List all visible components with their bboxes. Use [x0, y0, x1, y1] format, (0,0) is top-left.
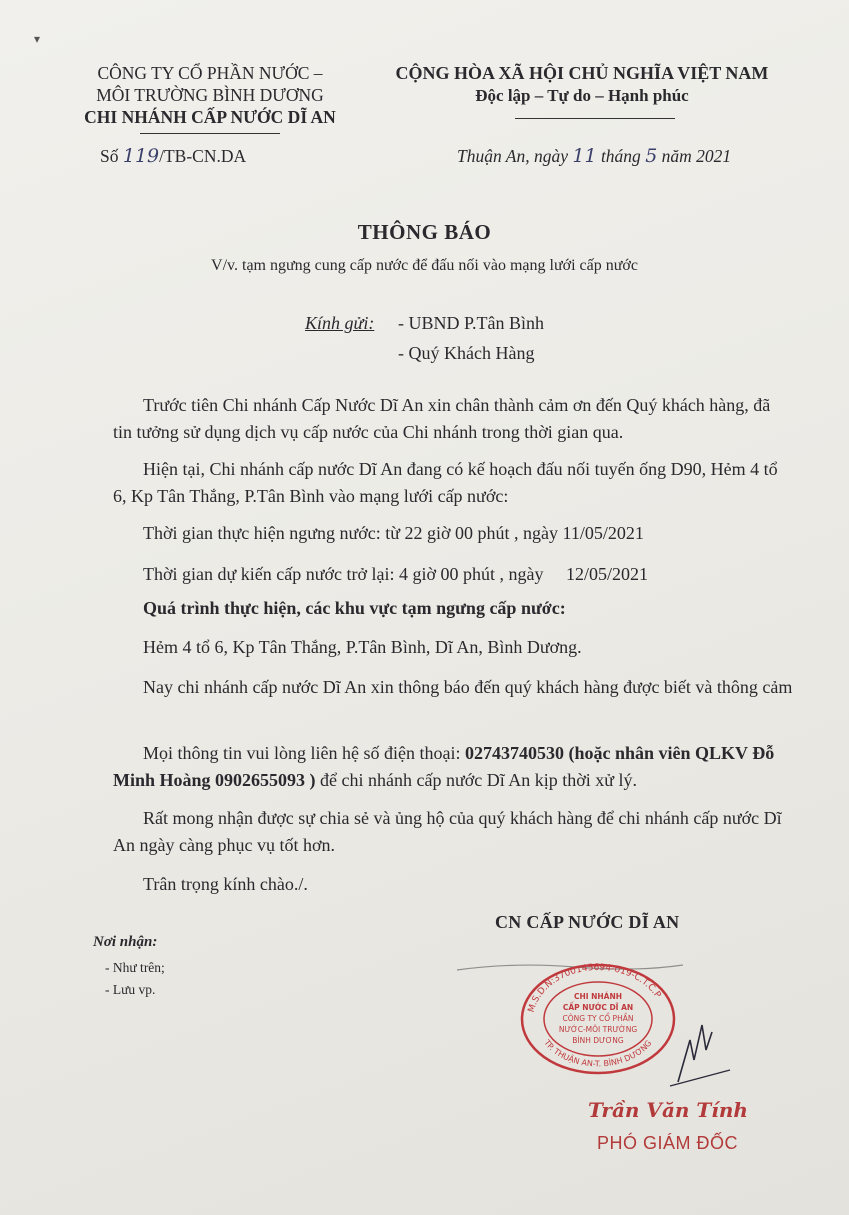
body-paragraph-appreciation: Rất mong nhận được sự chia sẻ và ủng hộ của quý khách hàng để chi nhánh cấp nước Dĩ An ngày càng phục vụ tốt hơn. [113, 808, 782, 855]
body-paragraph-thanks: Trước tiên Chi nhánh Cấp Nước Dĩ An xin chân thành cảm ơn đến Quý khách hàng, đã tin tưởng sử dụng dịch vụ cấp nước của Chi nhánh trong thời gian qua. [113, 395, 771, 442]
issuer-block [60, 62, 360, 128]
date-day: 11 [572, 145, 597, 167]
recipient-item: - UBND P.Tân Bình [398, 313, 545, 333]
area-heading: Quá trình thực hiện, các khu vực tạm ngưng cấp nước: [143, 598, 566, 618]
signer-name: Trần Văn Tính [588, 1098, 748, 1122]
seal-center-line: CHI NHÁNH [573, 992, 623, 1001]
date-month-label: tháng [600, 146, 641, 166]
closing-line: Trân trọng kính chào./. [143, 874, 308, 894]
body-paragraph-contact [113, 740, 793, 794]
seal-ring-bottom: TP. THUẬN AN-T. BÌNH DƯƠNG [542, 1038, 654, 1069]
seal-center-line: CẤP NƯỚC DĨ AN [562, 1003, 634, 1012]
date-year: năm 2021 [661, 146, 732, 166]
contact-intro: Mọi thông tin vui lòng liên hệ số điện thoại: [143, 743, 465, 763]
number-prefix: Số [100, 146, 119, 166]
resume-time: Thời gian dự kiến cấp nước trở lại: 4 giờ 00 phút , ngày 12/05/2021 [143, 564, 649, 584]
document-subject: V/v. tạm ngưng cung cấp nước để đấu nối vào mạng lưới cấp nước [211, 257, 638, 274]
corner-mark: ▾ [34, 32, 41, 46]
body-paragraph-plan: Hiện tại, Chi nhánh cấp nước Dĩ An đang có kế hoạch đấu nối tuyến ống D90, Hẻm 4 tổ 6, Kp Tân Thắng, P.Tân Bình vào mạng lưới cấp nước: [113, 459, 778, 506]
number-handwritten: 119 [122, 145, 160, 167]
contact-outro: để chi nhánh cấp nước Dĩ An kịp thời xử lý. [315, 770, 638, 790]
number-suffix: /TB-CN.DA [159, 146, 247, 166]
national-title: CỘNG HÒA XÃ HỘI CHỦ NGHĨA VIỆT NAM [395, 63, 769, 83]
motto-underline [515, 118, 675, 119]
affected-area: Hẻm 4 tổ 6, Kp Tân Thắng, P.Tân Bình, Dĩ An, Bình Dương. [143, 637, 582, 657]
issue-date [457, 145, 731, 167]
issuer-line-2: MÔI TRƯỜNG BÌNH DƯƠNG [96, 85, 324, 105]
seal-center-line: CÔNG TY CỔ PHẦN [562, 1014, 634, 1023]
seal-ring-text: M.S.D.N:3700145694-019-C.T.C.P [526, 962, 663, 1014]
body-paragraph-notice: Nay chi nhánh cấp nước Dĩ An xin thông báo đến quý khách hàng được biết và thông cảm [143, 677, 793, 697]
issuer-line-3: CHI NHÁNH CẤP NƯỚC DĨ AN [84, 107, 336, 127]
national-motto: Độc lập – Tự do – Hạnh phúc [475, 86, 689, 105]
signing-organization: CN CẤP NƯỚC DĨ AN [495, 912, 680, 932]
contact-phone: 02743740530 (hoặc nhân viên QLKV Đỗ Minh Hoàng 0902655093 ) [113, 743, 775, 790]
issuer-line-1: CÔNG TY CỔ PHẦN NƯỚC – [97, 63, 323, 83]
recipients-label: Kính gửi: [305, 313, 375, 333]
issuer-underline [140, 133, 280, 134]
distribution-label: Nơi nhận: [93, 934, 158, 950]
date-place: Thuận An, ngày [457, 146, 568, 166]
seal-center-line: BÌNH DƯƠNG [572, 1036, 624, 1045]
stop-time: Thời gian thực hiện ngưng nước: từ 22 giờ 00 phút , ngày 11/05/2021 [143, 523, 644, 543]
distribution-item: - Như trên; [105, 960, 165, 975]
handwritten-signature [580, 1020, 790, 1090]
national-header [382, 62, 782, 108]
recipient-item: - Quý Khách Hàng [398, 343, 535, 363]
distribution-item: - Lưu vp. [105, 982, 156, 997]
document-number [100, 145, 246, 167]
signer-title: PHÓ GIÁM ĐỐC [597, 1133, 739, 1153]
seal-center-line: NƯỚC-MÔI TRƯỜNG [558, 1025, 638, 1034]
date-month: 5 [645, 145, 658, 167]
document-title: THÔNG BÁO [357, 220, 492, 244]
